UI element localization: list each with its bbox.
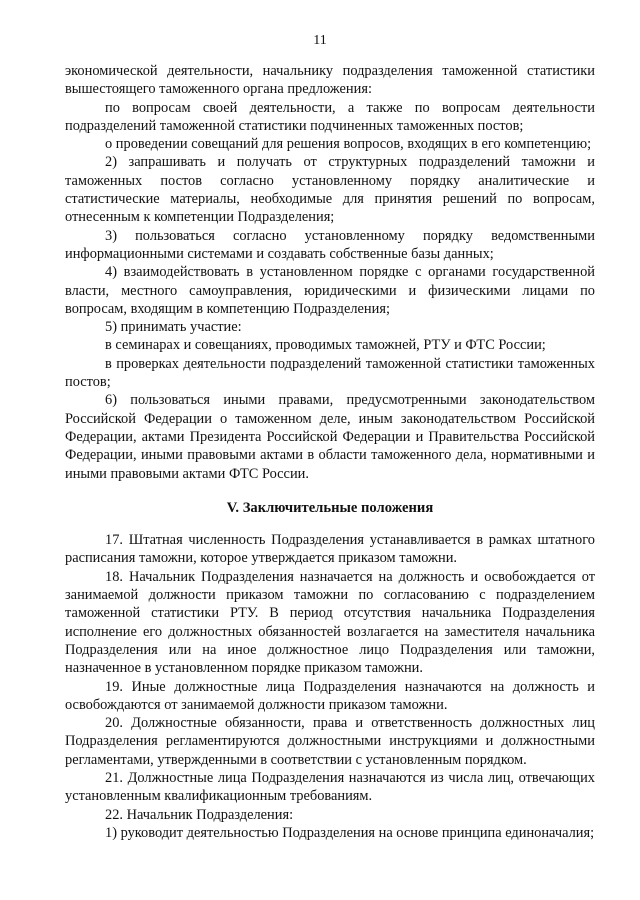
paragraph: о проведении совещаний для решения вопросов, входящих в его компетенцию; xyxy=(105,136,592,153)
paragraph: 19. Иные должностные лица Подразделения назначаются на должность и освобождаются от занимаемой должности приказом таможни. xyxy=(65,678,595,713)
paragraph: по вопросам своей деятельности, а также по вопросам деятельности подразделений таможенной статистики подчиненных таможенных постов; xyxy=(65,99,595,134)
page-number: 11 xyxy=(313,33,327,48)
paragraph: экономической деятельности, начальнику подразделения таможенной статистики вышестоящего таможенного органа предложения: xyxy=(65,63,595,98)
paragraph: 2) запрашивать и получать от структурных подразделений таможни и таможенных постов согласно установленному порядку аналитические и статистические материалы, необходимые для принятия решений по вопросам, отнесенным к компетенции Подразделения; xyxy=(65,154,595,226)
paragraph: 21. Должностные лица Подразделения назначаются из числа лиц, отвечающих установленным квалификационным требованиям. xyxy=(65,769,595,805)
paragraph: 4) взаимодействовать в установленном порядке с органами государственной власти, местного самоуправления, юридическими и физическими лицами по вопросам, входящим в компетенцию Подразделения; xyxy=(65,264,595,317)
paragraph: 1) руководит деятельностью Подразделения на основе принципа единоначалия; xyxy=(105,824,595,841)
paragraph: 22. Начальник Подразделения: xyxy=(105,806,294,823)
section-heading: V. Заключительные положения xyxy=(226,499,434,516)
paragraph: 20. Должностные обязанности, права и ответственность должностных лиц Подразделения регламентируются должностными инструкциями и должностными регламентами, утвержденными в соответствии с установленным порядком. xyxy=(65,715,595,768)
paragraph: 5) принимать участие: xyxy=(105,319,242,336)
paragraph: в проверках деятельности подразделений таможенной статистики таможенных постов; xyxy=(65,355,595,391)
paragraph: 6) пользоваться иными правами, предусмотренными законодательством Российской Федерации о таможенном деле, иным законодательством Российской Федерации, актами Президента Российской Федерации и Правительства Российской Федерации, иными правовыми актами в области таможенного дела, нормативными и иными правовыми актами ФТС России. xyxy=(65,392,595,482)
paragraph: 3) пользоваться согласно установленному порядку ведомственными информационными системами и создавать собственные базы данных; xyxy=(65,227,595,262)
paragraph: в семинарах и совещаниях, проводимых таможней, РТУ и ФТС России; xyxy=(105,337,546,354)
paragraph: 18. Начальник Подразделения назначается на должность и освобождается от занимаемой должности приказом таможни по согласованию с подразделением таможенной статистики РТУ. В период отсутствия начальника Подразделения исполнение его должностных обязанностей возлагается на заместителя начальника Подразделения или на иное должностное лицо Подразделения или таможни, назначенное в установленном порядке приказом таможни. xyxy=(65,568,595,677)
document-body xyxy=(65,62,595,842)
paragraph: 17. Штатная численность Подразделения устанавливается в рамках штатного расписания таможни, которое утверждается приказом таможни. xyxy=(65,532,595,567)
